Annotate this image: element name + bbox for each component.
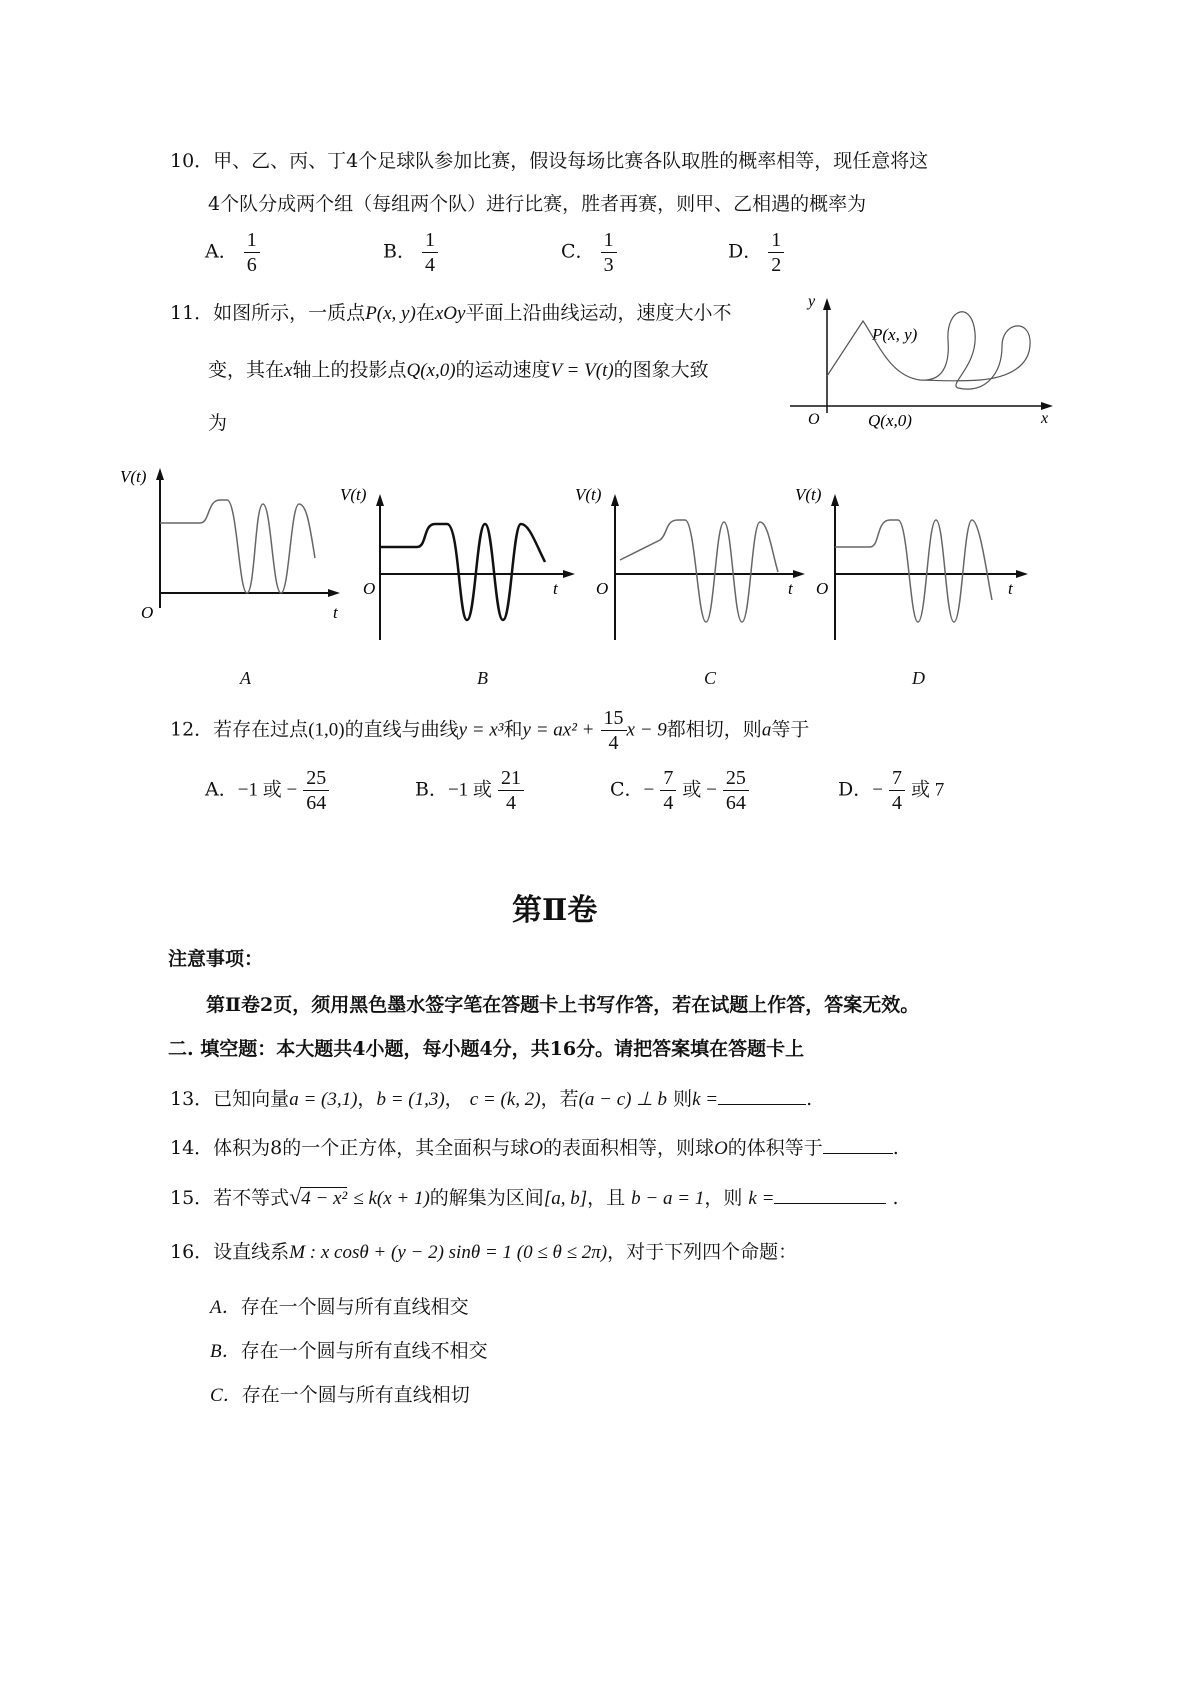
q-label: Q(x,0): [868, 411, 912, 430]
option-label: B．: [383, 240, 416, 263]
svg-text:O: O: [141, 603, 154, 622]
q11-figure: [780, 288, 1070, 438]
graph-b: [335, 482, 585, 647]
q10-line2: 4个队分成两个组（每组两个队）进行比赛，胜者再赛，则甲、乙相遇的概率为: [208, 193, 867, 215]
q10-option-b: [383, 228, 438, 277]
svg-text:t: t: [788, 579, 793, 598]
graph-a-label: A: [240, 668, 251, 688]
y-axis-arrow: [823, 298, 831, 310]
q16-item-a: A．存在一个圆与所有直线相交: [210, 1296, 469, 1318]
svg-text:V(t): V(t): [795, 485, 822, 504]
option-label: C．: [561, 240, 595, 263]
q10-line1: 10．甲、乙、丙、丁4个足球队参加比赛，假设每场比赛各队取胜的概率相等，现任意将这: [170, 150, 929, 172]
graph-d: [790, 482, 1035, 647]
q13: 13．已知向量a = (3,1)，b = (1,3)， c = (k, 2)，若(a − c) ⊥ b 则k = .: [170, 1088, 813, 1110]
option-label: A．: [205, 240, 238, 263]
p-label: P(x, y): [872, 325, 918, 344]
svg-text:O: O: [596, 579, 609, 598]
answer-blank: [718, 1104, 806, 1105]
svg-text:t: t: [333, 603, 338, 622]
option-label: D．: [728, 240, 763, 263]
answer-blank: [774, 1203, 886, 1204]
notice-body: 第Ⅱ卷2页，须用黑色墨水签字笔在答题卡上书写作答，若在试题上作答，答案无效。: [206, 994, 920, 1016]
x-axis-arrow: [1041, 402, 1053, 410]
graph-c: [570, 482, 810, 647]
trajectory-curve: [827, 312, 1030, 389]
fraction: $\frac{1}{6}$: [244, 228, 260, 277]
graph-d-label: D: [912, 668, 925, 688]
notice-title: 注意事项：: [168, 948, 264, 970]
svg-text:t: t: [1008, 579, 1013, 598]
fraction: $\frac{1}{2}$: [768, 228, 784, 277]
q10-option-c: [561, 228, 617, 277]
fraction: $\frac{15}{4}$: [601, 706, 627, 755]
svg-text:O: O: [816, 579, 829, 598]
svg-text:V(t): V(t): [575, 485, 602, 504]
q11-line2: 变，其在x轴上的投影点Q(x,0)的运动速度V = V(t)的图象大致: [208, 359, 709, 381]
q14: 14．体积为8的一个正方体，其全面积与球O的表面积相等，则球O的体积等于 .: [170, 1137, 899, 1159]
section-title: 第Ⅱ卷: [512, 893, 598, 928]
fraction: $\frac{1}{3}$: [601, 228, 617, 277]
q12-option-a: A．−1 或 − $\frac{25}{64}$: [205, 766, 329, 815]
q12-option-c: C．− $\frac{7}{4}$ 或 − $\frac{25}{64}$: [610, 766, 749, 815]
q11-line3: 为: [208, 412, 228, 434]
svg-text:V(t): V(t): [340, 485, 367, 504]
q11-line1: 11．如图所示，一质点P(x, y)在xOy平面上沿曲线运动，速度大小不: [170, 302, 732, 324]
origin-label: O: [808, 411, 820, 428]
svg-text:V(t): V(t): [120, 467, 147, 486]
fraction: $\frac{1}{4}$: [422, 228, 438, 277]
q16-item-b: B．存在一个圆与所有直线不相交: [210, 1340, 488, 1362]
q12-stem: 12．若存在过点(1,0)的直线与曲线y = x³和y = ax² + $\frac{15}{4}$ x − 9都相切，则a等于: [170, 707, 810, 754]
svg-text:O: O: [363, 579, 376, 598]
q16-item-c: C．存在一个圆与所有直线相切: [210, 1384, 470, 1406]
q12-option-d: D．− $\frac{7}{4}$ 或 7: [838, 767, 945, 814]
q12-option-b: B．−1 或 $\frac{21}{4}$: [415, 766, 524, 815]
y-label: y: [808, 293, 816, 310]
q10-option-d: [728, 228, 784, 277]
answer-blank: [823, 1153, 893, 1154]
x-label: x: [1041, 410, 1049, 427]
graph-c-label: C: [704, 668, 717, 688]
svg-text:t: t: [553, 579, 558, 598]
part2-heading: 二. 填空题：本大题共4小题，每小题4分，共16分。请把答案填在答题卡上: [168, 1038, 805, 1060]
q15: 15．若不等式√4 − x² ≤ k(x + 1)的解集为区间[a, b]，且 b − a = 1，则 k = .: [170, 1184, 899, 1209]
graph-b-label: B: [477, 668, 488, 688]
q10-option-a: [205, 228, 260, 277]
graph-a: [115, 458, 345, 633]
q16-stem: 16．设直线系M : x cosθ + (y − 2) sinθ = 1 (0 ≤ θ ≤ 2π)，对于下列四个命题：: [170, 1241, 798, 1263]
